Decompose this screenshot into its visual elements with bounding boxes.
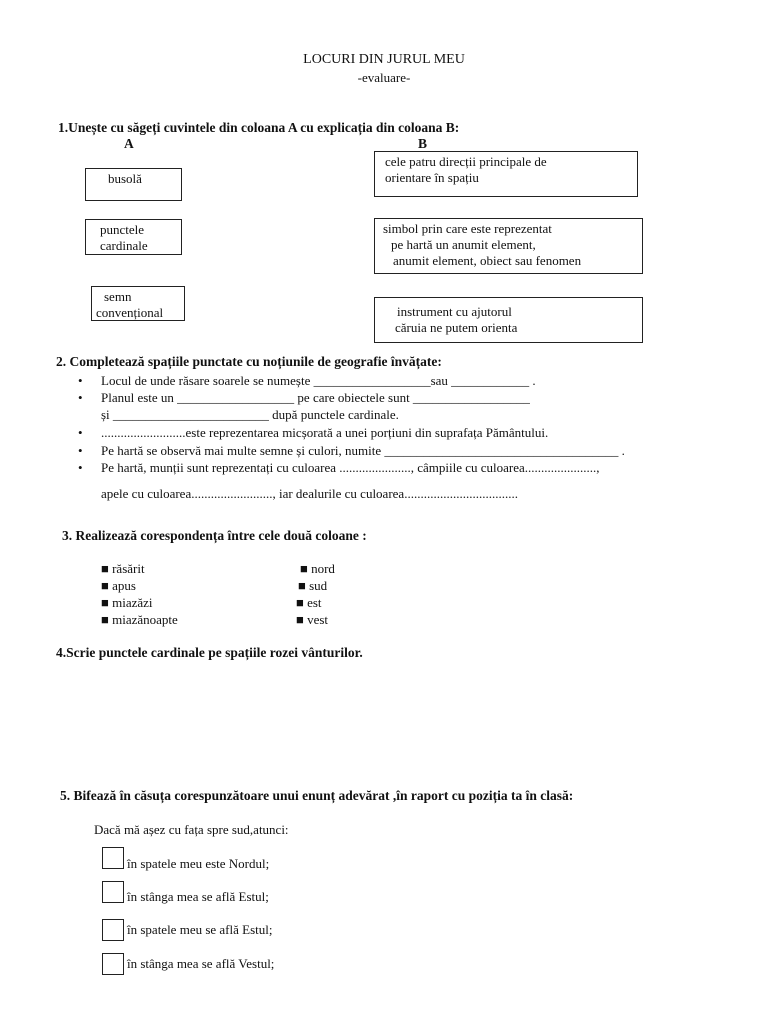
q2-line-4: ..........................este reprezentarea micșorată a unei porțiuni din suprafața Pământului. [101, 425, 549, 440]
q1-b-item-text: anumit element, obiect sau fenomen [393, 253, 582, 268]
q3-right-item: ■ nord [300, 561, 335, 576]
q1-a-item-busola [85, 168, 182, 201]
bullet-icon: • [78, 460, 83, 475]
bullet-icon: • [78, 390, 83, 405]
q3-left-item: ■ miazănoapte [101, 612, 178, 627]
q3-left-item: ■ apus [101, 578, 136, 593]
q1-b-item-2 [374, 218, 643, 274]
bullet-icon: • [78, 373, 83, 388]
q2-line-2: Planul este un __________________ pe care obiectele sunt __________________ [101, 390, 530, 405]
q5-option-2: în stânga mea se află Estul; [127, 889, 269, 904]
q1-b-item-3 [374, 297, 643, 343]
q4-prompt: 4.Scrie punctele cardinale pe spațiile rozei vânturilor. [56, 645, 363, 660]
q1-a-item-text: busolă [108, 171, 142, 186]
q3-prompt: 3. Realizează corespondența între cele două coloane : [62, 528, 367, 543]
q1-col-b-label: B [418, 136, 428, 151]
q5-option-4: în stânga mea se află Vestul; [127, 956, 275, 971]
q1-b-item-text: instrument cu ajutorul [397, 304, 512, 319]
q5-checkbox-1[interactable] [102, 847, 124, 869]
q2-prompt: 2. Completează spațiile punctate cu noțiunile de geografie învățate: [56, 354, 442, 369]
q1-a-item-text: cardinale [100, 238, 148, 253]
q5-prompt: 5. Bifează în căsuța corespunzătoare unui enunț adevărat ,în raport cu poziția ta în clasă: [60, 788, 574, 803]
page-title: LOCURI DIN JURUL MEU [303, 52, 465, 67]
q2-line-6: Pe hartă, munții sunt reprezentați cu culoarea ......................, câmpiile cu culoarea......................, [101, 460, 600, 475]
q1-b-item-text: orientare în spațiu [385, 170, 479, 185]
q3-right-item: ■ sud [298, 578, 328, 593]
q1-a-item-text: convențional [96, 305, 164, 320]
q1-col-a-label: A [124, 136, 134, 151]
q1-a-item-punctele-cardinale [85, 219, 182, 255]
q1-b-item-text: căruia ne putem orienta [395, 320, 518, 335]
q3-right-item: ■ est [296, 595, 322, 610]
q3-left-item: ■ răsărit [101, 561, 145, 576]
page-subtitle: -evaluare- [357, 70, 411, 85]
q5-option-3: în spatele meu se află Estul; [127, 922, 273, 937]
q1-a-item-text: punctele [100, 222, 145, 237]
q1-b-item-text: cele patru direcții principale de [385, 154, 547, 169]
bullet-icon: • [78, 425, 83, 440]
q2-line-1: Locul de unde răsare soarele se numește __________________sau ____________ . [101, 373, 536, 388]
q1-b-item-text: pe hartă un anumit element, [391, 237, 536, 252]
q5-checkbox-4[interactable] [102, 953, 124, 975]
q5-intro: Dacă mă așez cu fața spre sud,atunci: [94, 822, 289, 837]
q2-line-7: apele cu culoarea........................., iar dealurile cu culoarea................................... [101, 486, 518, 501]
q3-left-item: ■ miazăzi [101, 595, 153, 610]
q1-prompt: 1.Unește cu săgeți cuvintele din coloana A cu explicația din coloana B: [58, 120, 460, 135]
q1-b-item-1 [374, 151, 638, 197]
q1-a-item-semn-conventional [91, 286, 185, 321]
q3-right-item: ■ vest [296, 612, 329, 627]
q2-line-5: Pe hartă se observă mai multe semne și culori, numite ____________________________________ . [101, 443, 625, 458]
bullet-icon: • [78, 443, 83, 458]
q5-checkbox-2[interactable] [102, 881, 124, 903]
q5-option-1: în spatele meu este Nordul; [127, 856, 270, 871]
q1-a-item-text: semn [104, 289, 132, 304]
q1-b-item-text: simbol prin care este reprezentat [383, 221, 552, 236]
q5-checkbox-3[interactable] [102, 919, 124, 941]
q2-line-3: și ________________________ după punctele cardinale. [101, 407, 399, 422]
